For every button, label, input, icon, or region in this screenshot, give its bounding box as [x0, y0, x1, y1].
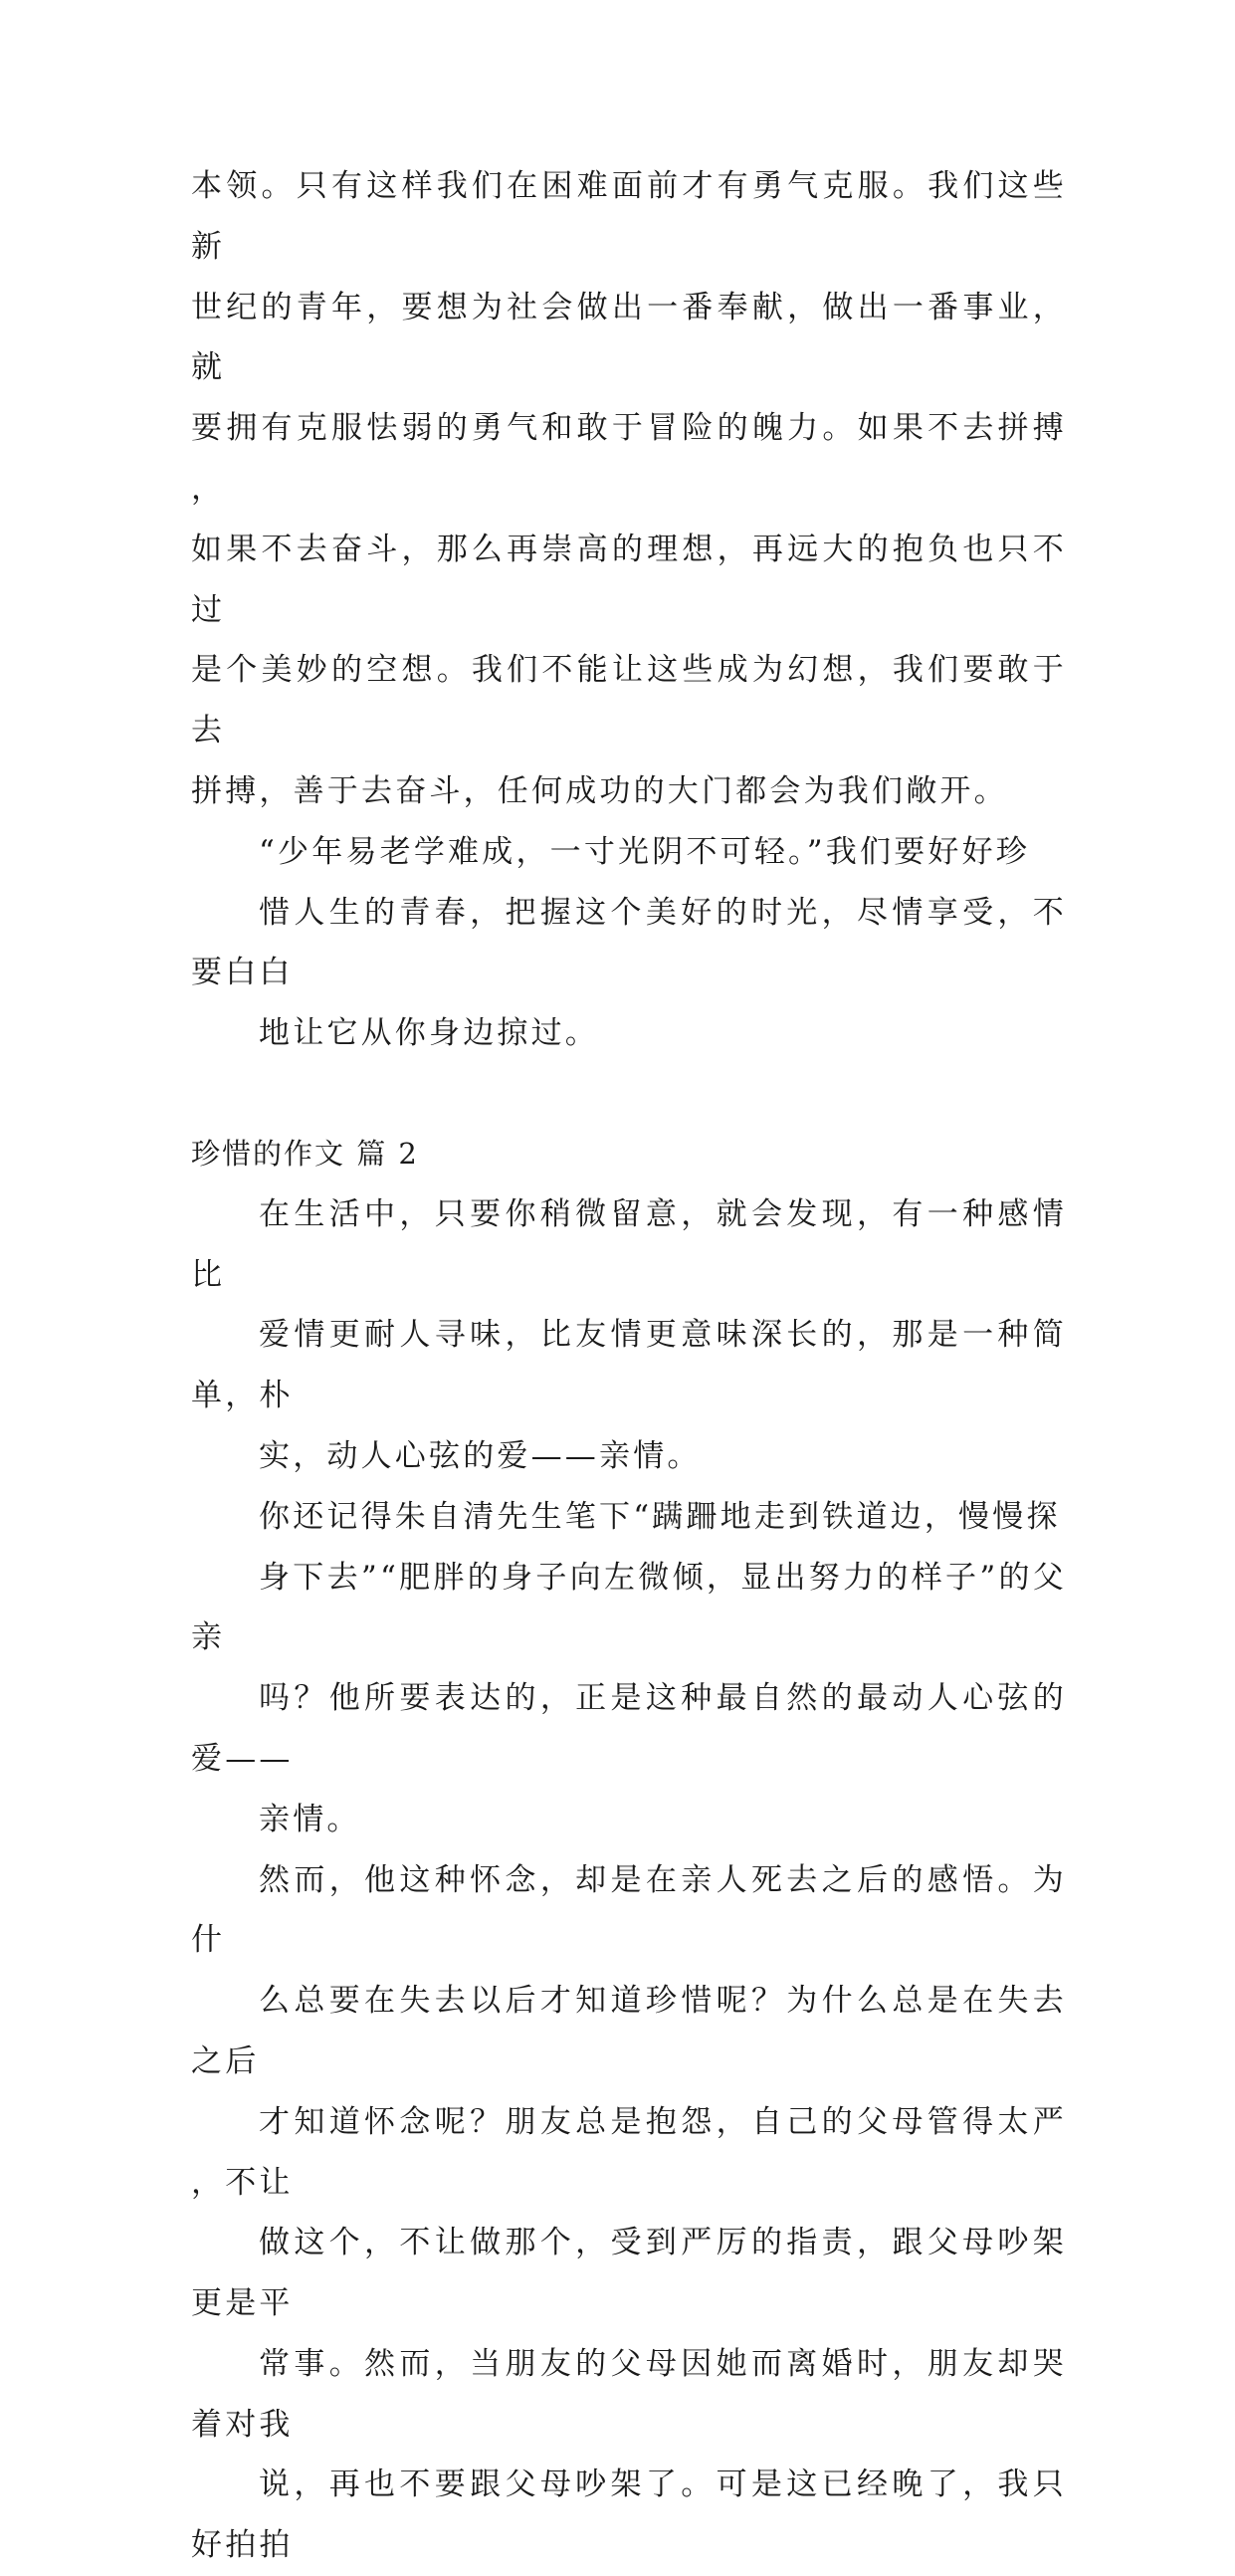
text-line: 如果不去奋斗，那么再崇高的理想，再远大的抱负也只不过 [191, 531, 1067, 628]
text-line: 才知道怀念呢？朋友总是抱怨，自己的父母管得太严，不让 [191, 2103, 1067, 2201]
text-line: 说，再也不要跟父母吵架了。可是这已经晚了，我只好拍拍 [191, 2467, 1067, 2564]
text-line: 在生活中，只要你稍微留意，就会发现，有一种感情比 [191, 1195, 1067, 1293]
text-line: 做这个，不让做那个，受到严厉的指责，跟父母吵架更是平 [191, 2225, 1067, 2322]
text-line: 亲情。 [259, 1801, 361, 1837]
text-line: 吗？他所要表达的，正是这种最自然的最动人心弦的爱—— [191, 1680, 1067, 1777]
text-line: 本领。只有这样我们在困难面前才有勇气克服。我们这些新 [191, 168, 1067, 265]
text-line: “少年易老学难成，一寸光阴不可轻。”我们要好好珍 [259, 833, 1030, 870]
text-line: 然而，他这种怀念，却是在亲人死去之后的感悟。为什 [191, 1861, 1067, 1959]
section-gap [191, 1064, 1067, 1124]
paragraph-continued [191, 156, 1067, 822]
text-line: 实，动人心弦的爱——亲情。 [259, 1437, 702, 1474]
paragraph-friend [191, 1850, 1067, 2576]
text-line: 拼搏，善于去奋斗，任何成功的大门都会为我们敞开。 [191, 772, 1008, 809]
paragraph-father [191, 1487, 1067, 1850]
text-line: 么总要在失去以后才知道珍惜呢？为什么总是在失去之后 [191, 1983, 1067, 2079]
text-line: 要拥有克服怯弱的勇气和敢于冒险的魄力。如果不去拼搏， [191, 410, 1067, 507]
text-line: 你还记得朱自清先生笔下“蹒跚地走到铁道边，慢慢探 [259, 1498, 1061, 1535]
section-heading: 珍惜的作文 篇 2 [191, 1136, 419, 1171]
paragraph-intro [191, 1184, 1067, 1487]
text-line: 身下去”“肥胖的身子向左微倾，显出努力的样子”的父亲 [191, 1559, 1067, 1656]
text-line: 爱情更耐人寻味，比友情更意味深长的，那是一种简单，朴 [191, 1317, 1067, 1414]
document-body [191, 156, 1067, 2576]
paragraph-quote [191, 822, 1067, 1064]
text-line: 是个美妙的空想。我们不能让这些成为幻想，我们要敢于去 [191, 652, 1067, 750]
text-line: 地让它从你身边掠过。 [259, 1015, 599, 1052]
text-line: 世纪的青年，要想为社会做出一番奉献，做出一番事业，就 [191, 289, 1067, 386]
text-line: 惜人生的青春，把握这个美好的时光，尽情享受，不要白白 [191, 894, 1067, 991]
text-line: 常事。然而，当朋友的父母因她而离婚时，朋友却哭着对我 [191, 2345, 1067, 2443]
